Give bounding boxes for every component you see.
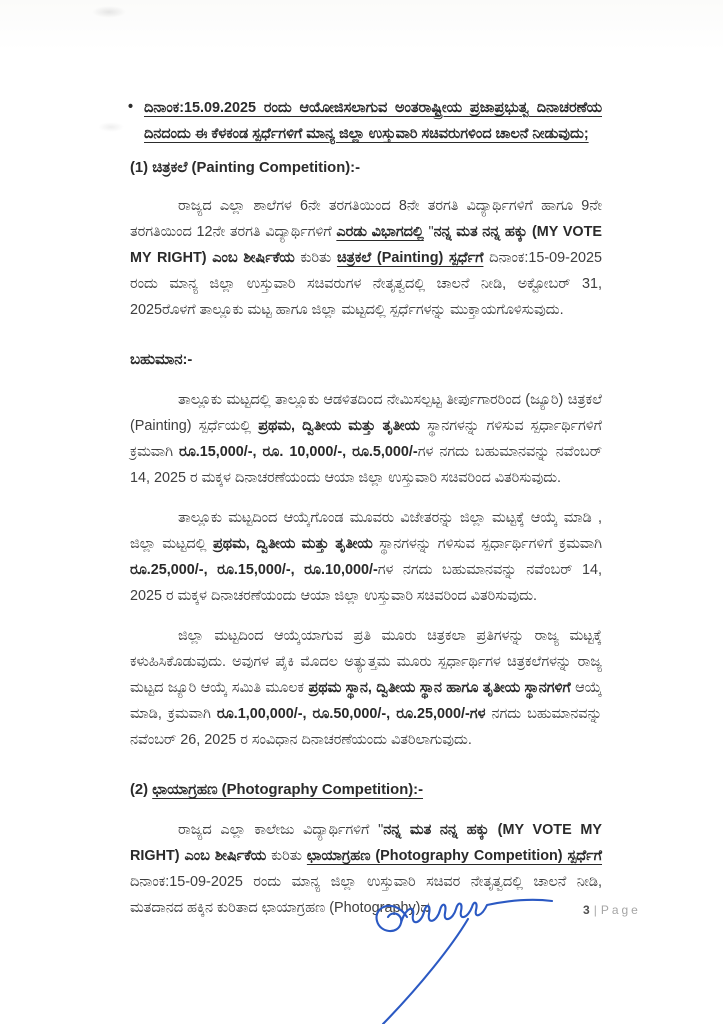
- text-run: ನಗದು ಬಹುಮಾನವನ್ನು ನವೆಂಬರ್ 26, 2025 ರ ಸಂವಿಧಾನ ದಿನಾಚರಣೆಯಂದು ವಿತರಿಲಾಗುವುದು.: [130, 706, 602, 748]
- painting-intro-paragraph: [130, 193, 602, 323]
- text-run: ತಾಲ್ಲೂಕು ಮಟ್ಟದಿಂದ ಆಯ್ಕೆಗೊಂಡ ಮೂವರು ವಿಜೇತರನ್ನು ಜಿಲ್ಲಾ ಮಟ್ಟಕ್ಕೆ ಆಯ್ಕೆ ಮಾಡಿ , ಜಿಲ್ಲಾ ಮಟ್ಟದಲ್ಲಿ: [130, 510, 602, 552]
- text-run: ಗಳ ನಗದು ಬಹುಮಾನವನ್ನು ನವೆಂಬರ್ 14, 2025 ರ ಮಕ್ಕಳ ದಿನಾಚರಣೆಯಂದು ಆಯಾ ಜಿಲ್ಲಾ ಉಸ್ತುವಾರಿ ಸಚಿವರಿಂದ ವಿತರಿಸುವುದು.: [130, 444, 603, 486]
- text-run: ರೂ.15,000/-, ರೂ. 10,000/-, ರೂ.5,000/-: [178, 444, 418, 460]
- text-run: ದಿನಾಂಕ:15-09-2025 ರಂದು ಮಾನ್ಯ ಜಿಲ್ಲಾ ಉಸ್ತುವಾರಿ ಸಚಿವರುಗಳ ನೇತೃತ್ವದಲ್ಲಿ ಚಾಲನೆ ನೀಡಿ, ಅಕ್ಟೋಬರ್ 31, 2025ರೊಳಗೆ ತಾಲ್ಲೂಕು ಮಟ್ಟ ಹಾಗೂ ಜಿಲ್ಲಾ ಮಟ್ಟದಲ್ಲಿ ಸ್ಪರ್ಧೆಗಳನ್ನು ಮುಕ್ತಾಯಗೊಳಿಸುವುದು.: [130, 250, 602, 318]
- text-run: ಕುರಿತು: [266, 848, 307, 864]
- text-run: ನನ್ನ ಮತ ನನ್ನ ಹಕ್ಕು (MY VOTE MY RIGHT) ಎಂಬ ಶೀರ್ಷಿಕೆಯ: [130, 822, 602, 864]
- text-run: ರಾಜ್ಯದ ಎಲ್ಲಾ ಶಾಲೆಗಳ 6ನೇ ತರಗತಿಯಿಂದ 8ನೇ ತರಗತಿ ವಿದ್ಯಾರ್ಥಿಗಳಿಗೆ ಹಾಗೂ 9ನೇ ತರಗತಿಯಿಂದ 12ನೇ ತರಗತಿ ವಿದ್ಯಾರ್ಥಿಗಳಿಗೆ: [130, 198, 602, 240]
- state-prize-paragraph: [130, 623, 602, 753]
- text-run: ಸ್ಥಾನಗಳನ್ನು ಗಳಿಸುವ ಸ್ಪರ್ಧಾರ್ಥಿಗಳಿಗೆ ಕ್ರಮವಾಗಿ: [372, 536, 602, 552]
- painting-section-heading: (1) ಚಿತ್ರಕಲೆ (Painting Competition):-: [130, 160, 361, 176]
- launch-directive-paragraph: ದಿನಾಂಕ:15.09.2025 ರಂದು ಆಯೋಜಿಸಲಾಗುವ ಅಂತರಾಷ್ಟ್ರೀಯ ಪ್ರಜಾಪ್ರಭುತ್ವ ದಿನಾಚರಣೆಯ ದಿನದಂದು ಈ ಕೆಳಕಂಡ ಸ್ಪರ್ಧೆಗಳಿಗೆ ಮಾನ್ಯ ಜಿಲ್ಲಾ ಉಸ್ತುವಾರಿ ಸಚಿವರುಗಳಿಂದ ಚಾಲನೆ ನೀಡುವುದು;: [144, 100, 602, 142]
- heading-title: ಛಾಯಾಗ್ರಹಣ (Photography Competition):-: [152, 782, 424, 798]
- text-run: ಸ್ಥಾನಗಳನ್ನು ಗಳಿಸುವ ಸ್ಪರ್ಧಾರ್ಥಿಗಳಿಗೆ ಕ್ರಮವಾಗಿ: [130, 418, 602, 460]
- signature-tail: [383, 919, 468, 1024]
- text-run: ಗಳ ನಗದು ಬಹುಮಾನವನ್ನು ನವೆಂಬರ್ 14, 2025 ರ ಮಕ್ಕಳ ದಿನಾಚರಣೆಯಂದು ಆಯಾ ಜಿಲ್ಲಾ ಉಸ್ತುವಾರಿ ಸಚಿವರಿಂದ ವಿತರಿಸುವುದು.: [130, 562, 602, 604]
- text-run: ಪ್ರಥಮ ಸ್ಥಾನ, ದ್ವಿತೀಯ ಸ್ಥಾನ ಹಾಗೂ ತೃತೀಯ ಸ್ಥಾನಗಳಿಗೆ: [308, 680, 571, 696]
- heading-number: (2): [130, 782, 153, 798]
- text-run: ಆಯ್ಕೆ ಮಾಡಿ, ಕ್ರಮವಾಗಿ: [130, 680, 602, 722]
- page-word: Page: [600, 903, 641, 917]
- text-run: ಜಿಲ್ಲಾ ಮಟ್ಟದಿಂದ ಆಯ್ಕೆಯಾಗುವ ಪ್ರತಿ ಮೂರು ಚಿತ್ರಕಲಾ ಪ್ರತಿಗಳನ್ನು ರಾಜ್ಯ ಮಟ್ಟಕ್ಕೆ ಕಳುಹಿಸಿಕೊಡುವುದು. ಅವುಗಳ ಪೈಕಿ ಮೊದಲ ಅತ್ಯುತ್ತಮ ಮೂರು ಸ್ಪರ್ಧಾರ್ಥಿಗಳ ಚಿತ್ರಕಲೆಗಳನ್ನು ರಾಜ್ಯ ಮಟ್ಟದ ಜ್ಯೂರಿ ಆಯ್ಕೆ ಸಮಿತಿ ಮೂಲಕ: [130, 628, 602, 696]
- text-run: ": [423, 224, 434, 240]
- scan-artifact: [92, 6, 126, 18]
- text-run: ಚಿತ್ರಕಲೆ (Painting) ಸ್ಪರ್ಧೆಗೆ: [336, 250, 484, 266]
- district-prize-paragraph: [130, 505, 602, 609]
- page-number-separator: |: [593, 903, 597, 917]
- text-run: ರೂ.1,00,000/-, ರೂ.50,000/-, ರೂ.25,000/-ಗಳ: [216, 706, 486, 722]
- bullet-item: [130, 95, 602, 147]
- text-run: ರೂ.25,000/-, ರೂ.15,000/-, ರೂ.10,000/-: [130, 562, 378, 578]
- page-footer: [583, 903, 641, 917]
- scan-artifact: [98, 122, 124, 132]
- text-run: ಎರಡು ವಿಭಾಗದಲ್ಲಿ: [336, 224, 424, 240]
- text-run: ಪ್ರಥಮ, ದ್ವಿತೀಯ ಮತ್ತು ತೃತೀಯ: [258, 418, 420, 434]
- text-run: ರಾಜ್ಯದ ಎಲ್ಲಾ ಕಾಲೇಜು ವಿದ್ಯಾರ್ಥಿಗಳಿಗೆ ": [178, 822, 384, 838]
- text-run: ನನ್ನ ಮತ ನನ್ನ ಹಕ್ಕು (MY VOTE MY RIGHT) ಎಂಬ ಶೀರ್ಷಿಕೆಯ: [130, 224, 602, 266]
- document-body: [130, 95, 602, 921]
- bullet-marker: •: [128, 99, 134, 115]
- text-run: ದಿನಾಂಕ:15-09-2025 ರಂದು ಮಾನ್ಯ ಜಿಲ್ಲಾ ಉಸ್ತುವಾರಿ ಸಚಿವರ ನೇತೃತ್ವದಲ್ಲಿ ಚಾಲನೆ ನೀಡಿ, ಮತದಾನದ ಹಕ್ಕಿನ ಕುರಿತಾದ ಛಾಯಾಗ್ರಹಣ (Photography)ದ: [130, 874, 602, 916]
- photography-section-heading: [130, 777, 602, 803]
- text-run: ಕುರಿತು: [294, 250, 337, 266]
- prizes-heading: ಬಹುಮಾನ:-: [130, 352, 193, 368]
- text-run: ಛಾಯಾಗ್ರಹಣ (Photography Competition) ಸ್ಪರ್ಧೆಗೆ: [306, 848, 602, 864]
- taluk-prize-paragraph: [130, 387, 602, 491]
- page-number: 3: [583, 903, 590, 917]
- text-run: ಪ್ರಥಮ, ದ್ವಿತೀಯ ಮತ್ತು ತೃತೀಯ: [212, 536, 373, 552]
- text-run: ತಾಲ್ಲೂಕು ಮಟ್ಟದಲ್ಲಿ ತಾಲ್ಲೂಕು ಆಡಳಿತದಿಂದ ನೇಮಿಸಲ್ಪಟ್ಟ ತೀರ್ಪುಗಾರರಿಂದ (ಜ್ಯೂರಿ) ಚಿತ್ರಕಲೆ (Painting) ಸ್ಪರ್ಧೆಯಲ್ಲಿ: [130, 392, 602, 434]
- signature-ink-icon: [364, 890, 558, 1024]
